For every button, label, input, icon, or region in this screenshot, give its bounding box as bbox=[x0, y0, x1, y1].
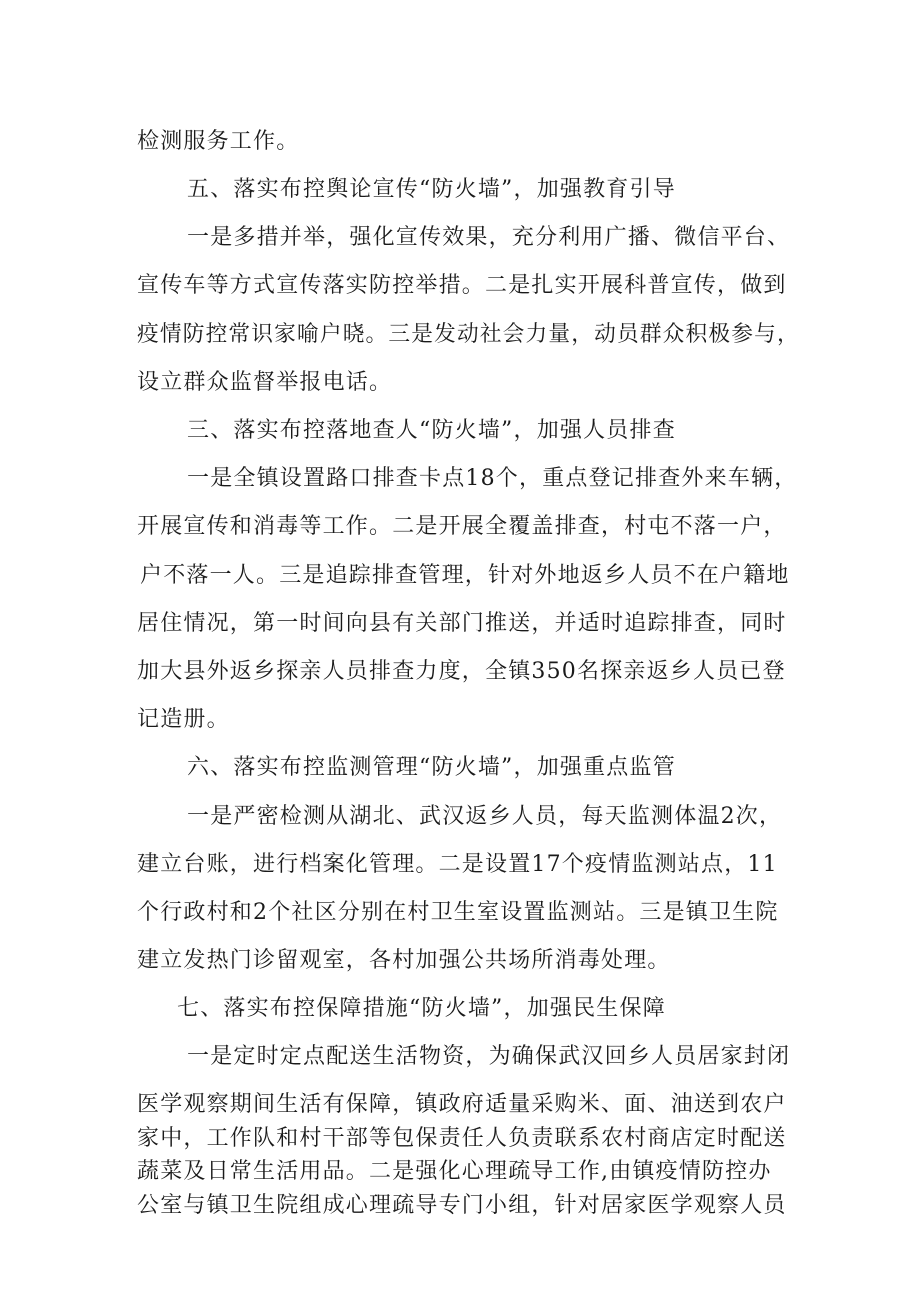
paragraph-line-13: 记造册。 bbox=[137, 707, 230, 732]
paragraph-line-23: 蔬菜及日常生活用品。二是强化心理疏导工作,由镇疫情防控办 bbox=[137, 1159, 772, 1184]
paragraph-line-9: 开展宣传和消毒等工作。二是开展全覆盖排查，村屯不落一户， bbox=[137, 514, 787, 539]
paragraph-line-24: 公室与镇卫生院组成心理疏导专门小组，针对居家医学观察人员 bbox=[137, 1193, 787, 1218]
paragraph-line-3: 一是多措并举，强化宣传效果，充分利用广播、微信平台、 bbox=[187, 225, 791, 250]
paragraph-line-22: 家中，工作队和村干部等包保责任人负责联系农村商店定时配送 bbox=[137, 1126, 787, 1151]
paragraph-line-20: 一是定时定点配送生活物资，为确保武汉回乡人员居家封闭 bbox=[187, 1044, 791, 1069]
section-heading-7: 七、落实布控保障措施“防火墙”，加强民生保障 bbox=[177, 996, 666, 1021]
paragraph-line-16: 建立台账，进行档案化管理。二是设置17个疫情监测站点，11 bbox=[137, 852, 778, 877]
paragraph-line-12: 加大县外返乡探亲人员排查力度，全镇350名探亲返乡人员已登 bbox=[137, 659, 786, 684]
paragraph-line-11: 居住情况，第一时间向县有关部门推送，并适时追踪排查，同时 bbox=[137, 611, 787, 636]
section-heading-6: 六、落实布控监测管理“防火墙”，加强重点监管 bbox=[187, 755, 676, 780]
paragraph-line-6: 设立群众监督举报电话。 bbox=[137, 370, 393, 395]
paragraph-line-1: 检测服务工作。 bbox=[137, 129, 300, 154]
paragraph-line-21: 医学观察期间生活有保障，镇政府适量采购米、面、油送到农户 bbox=[137, 1092, 787, 1117]
section-heading-5: 五、落实布控舆论宣传“防火墙”，加强教育引导 bbox=[187, 177, 676, 202]
section-heading-3: 三、落实布控落地查人“防火墙”，加强人员排查 bbox=[187, 418, 676, 443]
paragraph-line-5: 疫情防控常识家喻户晓。三是发动社会力量，动员群众积极参与， bbox=[137, 322, 800, 347]
paragraph-line-17: 个行政村和2个社区分别在村卫生室设置监测站。三是镇卫生院 bbox=[137, 900, 779, 925]
paragraph-line-8: 一是全镇设置路口排查卡点18个，重点登记排查外来车辆， bbox=[187, 466, 798, 491]
paragraph-line-15: 一是严密检测从湖北、武汉返乡人员，每天监测体温2次， bbox=[187, 804, 783, 829]
paragraph-line-18: 建立发热门诊留观室，各村加强公共场所消毒处理。 bbox=[137, 948, 671, 973]
paragraph-line-4: 宣传车等方式宣传落实防控举措。二是扎实开展科普宣传，做到 bbox=[137, 273, 787, 298]
paragraph-line-10: 户不落一人。三是追踪排查管理，针对外地返乡人员不在户籍地 bbox=[140, 563, 790, 588]
